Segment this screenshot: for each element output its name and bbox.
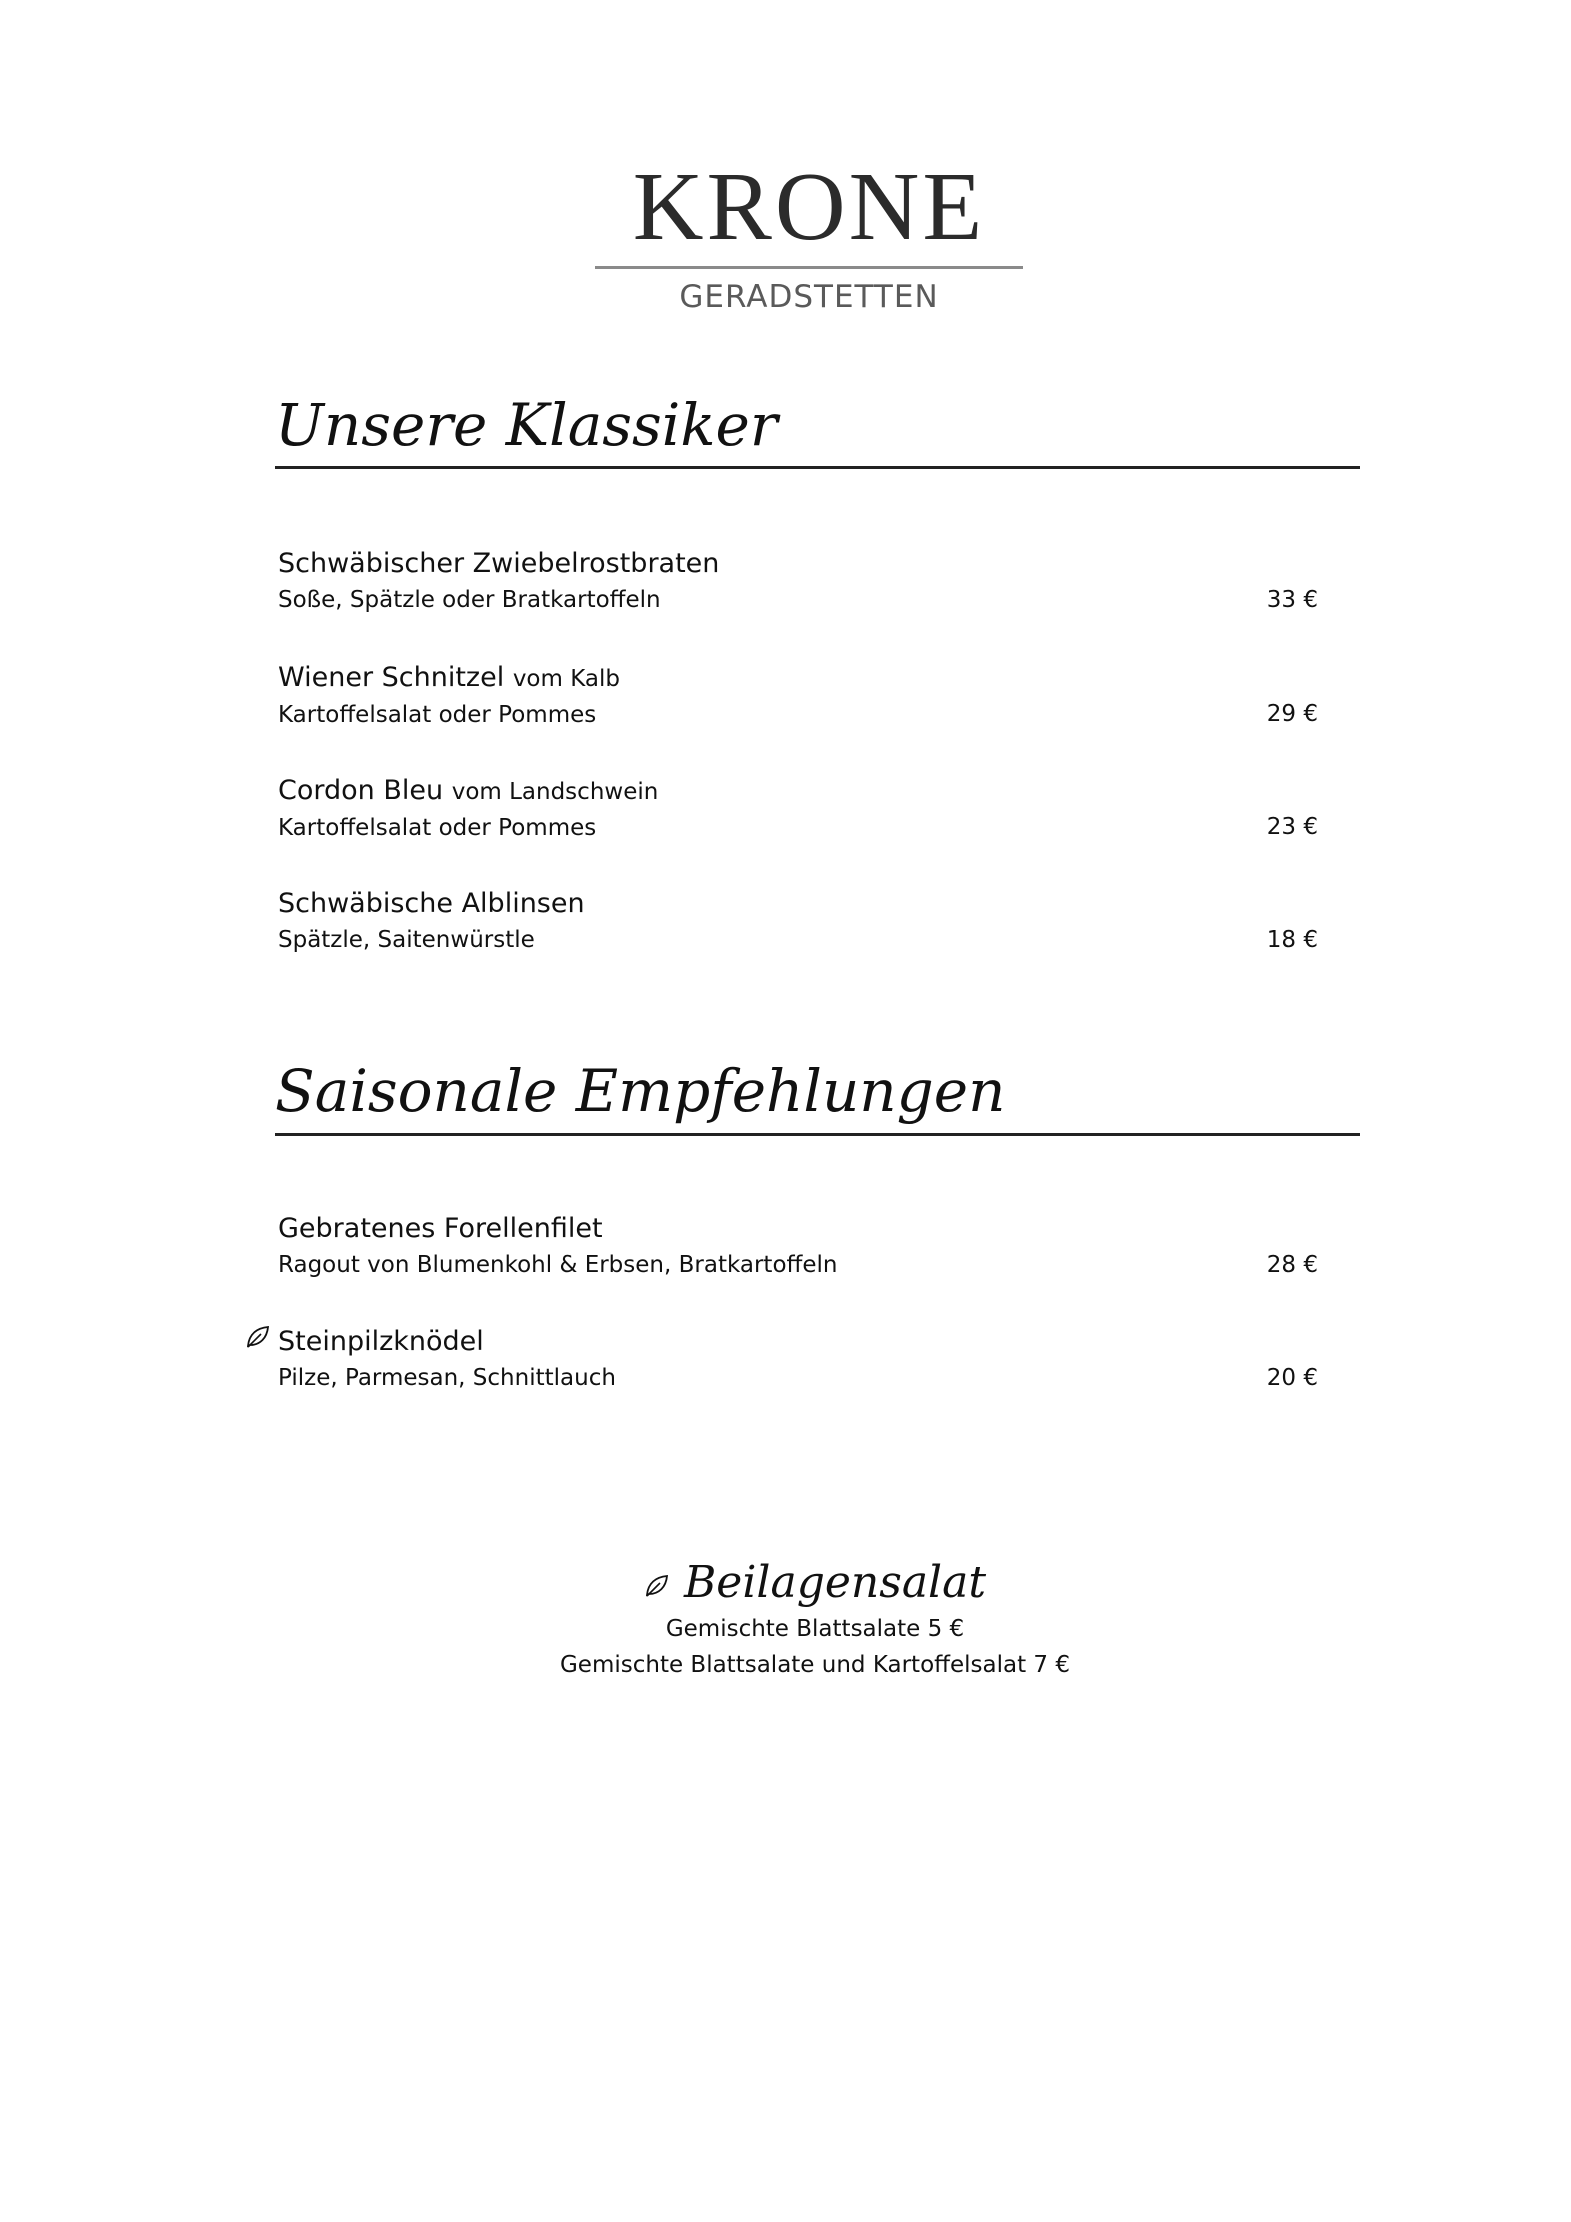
logo-name: KRONE [632,153,986,261]
item-description: Kartoffelsalat oder Pommes [278,702,597,728]
sides-line: Gemischte Blattsalate und Kartoffelsalat 7 € [559,1652,1071,1678]
item-name: Gebratenes Forellenfilet [278,1213,603,1244]
item-name: Wiener Schnitzel vom Kalb [278,662,620,693]
logo [595,153,1023,317]
item-name: Cordon Bleu vom Landschwein [278,775,659,806]
item-description: Pilze, Parmesan, Schnittlauch [278,1365,616,1391]
section-divider [275,466,1360,469]
item-price: 33 € [1266,587,1318,613]
logo-subtitle: GERADSTETTEN [679,279,939,315]
menu-item [278,773,1318,846]
item-price: 23 € [1266,814,1318,840]
side-salad-section [400,1555,1230,1683]
item-description: Ragout von Blumenkohl & Erbsen, Bratkartoffeln [278,1252,838,1278]
sides-line: Gemischte Blattsalate 5 € [665,1616,965,1642]
section-divider [275,1133,1360,1136]
menu-item [278,546,1318,618]
item-price: 28 € [1266,1252,1318,1278]
leaf-icon [245,1324,271,1350]
item-name: Steinpilzknödel [278,1326,484,1357]
menu-item [278,1324,1318,1396]
section-title-classics: Unsere Klassiker [275,391,778,459]
item-description: Kartoffelsalat oder Pommes [278,815,597,841]
leaf-icon [644,1573,670,1599]
item-description: Soße, Spätzle oder Bratkartoffeln [278,587,661,613]
sides-title: Beilagensalat [683,1557,987,1608]
menu-item [278,886,1318,958]
sides-heading [644,1555,986,1611]
item-description: Spätzle, Saitenwürstle [278,927,535,953]
item-name-suffix: vom Kalb [512,666,620,692]
item-name: Schwäbischer Zwiebelrostbraten [278,548,720,579]
menu-item [278,660,1318,733]
logo-divider [595,266,1023,269]
item-price: 20 € [1266,1365,1318,1391]
item-price: 29 € [1266,701,1318,727]
item-name-suffix: vom Landschwein [451,779,659,805]
menu-item [278,1211,1318,1283]
item-price: 18 € [1266,927,1318,953]
section-title-seasonal: Saisonale Empfehlungen [275,1057,1006,1125]
item-name: Schwäbische Alblinsen [278,888,585,919]
